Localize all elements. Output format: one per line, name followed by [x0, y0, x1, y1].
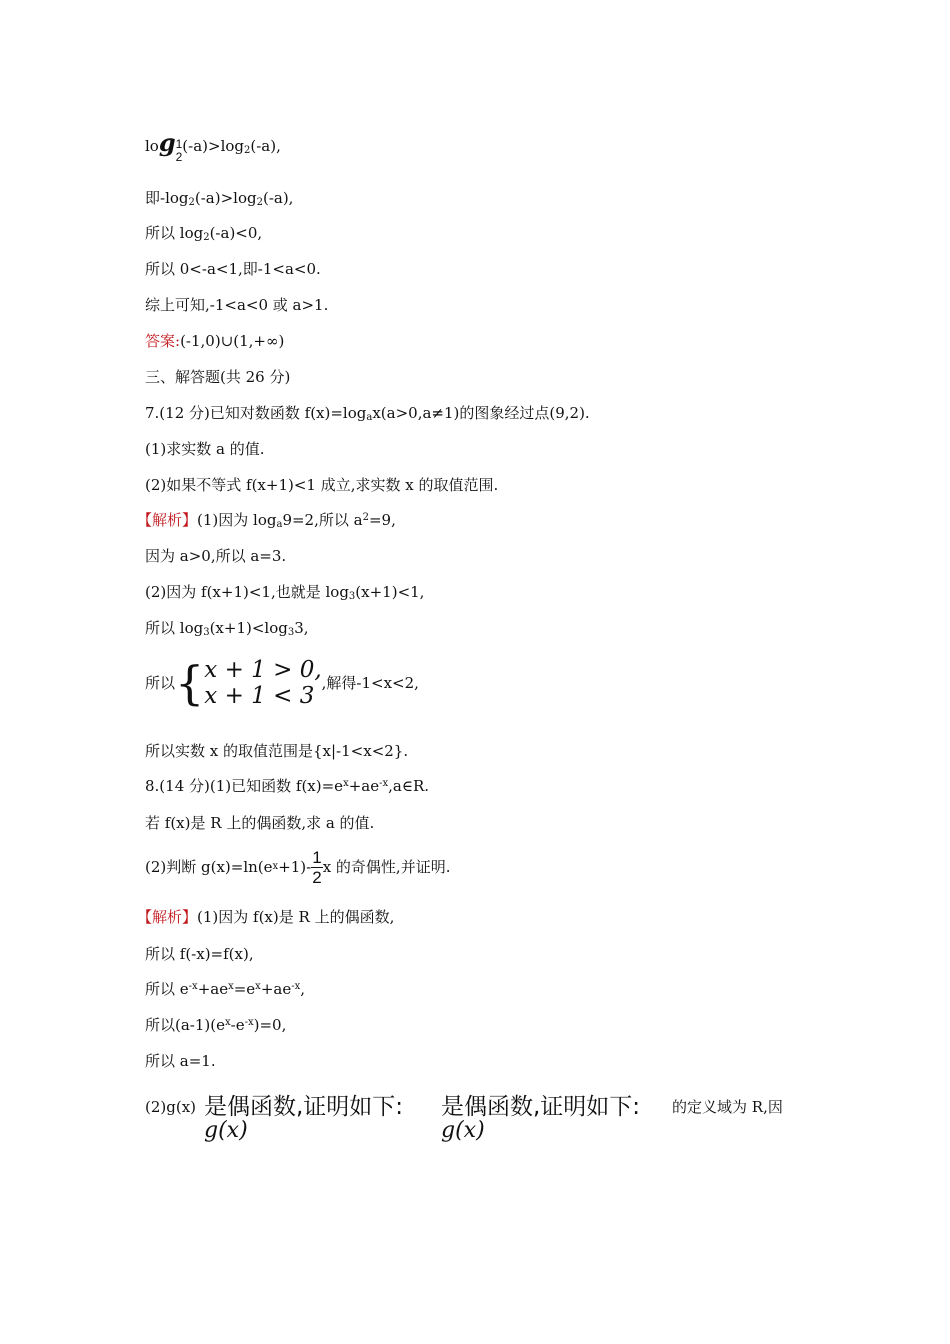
text: 所以 log [145, 224, 204, 242]
text: (x+1)<log [209, 619, 288, 637]
superscript: -x [291, 981, 301, 992]
subscript: 2 [256, 197, 263, 208]
text: 9=2,所以 a [282, 511, 363, 529]
text: x(a>0,a≠1)的图象经过点(9,2). [372, 404, 590, 422]
problem-7-part-1: (1)求实数 a 的值. [145, 440, 265, 458]
subscript: a [276, 519, 283, 530]
solution-7-line-1 [137, 510, 396, 530]
text: (-a)>log [194, 189, 257, 207]
solution-7-line-2: 因为 a>0,所以 a=3. [145, 547, 287, 565]
superscript: 2 [362, 512, 369, 523]
text: (-a)<0, [209, 224, 263, 242]
large-text: 是偶函数,证明如下: [204, 1094, 404, 1120]
text: 的定义域为 R,因 [672, 1098, 783, 1116]
text: , [300, 980, 306, 998]
solution-7-conclusion: 所以实数 x 的取值范围是{x|-1<x<2}. [145, 742, 409, 760]
solution-7-line-4 [145, 618, 309, 638]
solution-8-line-5: 所以 a=1. [145, 1052, 216, 1070]
text: -e [230, 1016, 245, 1034]
numerator: 1 [175, 137, 183, 151]
problem-7 [145, 403, 590, 423]
answer-value: (-1,0)∪(1,+∞) [180, 332, 285, 350]
inequality-system [204, 657, 321, 709]
subscript: 3 [348, 591, 356, 602]
text: 所以 log [145, 619, 204, 637]
solution-tag: 【解析】 [137, 511, 198, 529]
text: ,解得-1<x<2, [321, 674, 419, 692]
text: +ae [197, 980, 229, 998]
inequality-row: x + 1 < 3 [204, 683, 315, 709]
text: =9, [368, 511, 396, 529]
text: 3, [294, 619, 309, 637]
numerator: 1 [312, 847, 322, 867]
solution-8-line-1 [137, 907, 394, 927]
problem-8-part-1: 若 f(x)是 R 上的偶函数,求 a 的值. [145, 814, 375, 832]
text: =e [233, 980, 256, 998]
solution-tag: 【解析】 [137, 908, 198, 926]
solution-7-line-3 [145, 582, 424, 602]
problem-8 [145, 776, 429, 796]
denominator: 2 [312, 867, 322, 887]
overflow-block-1 [204, 1094, 403, 1141]
text: lo [145, 137, 159, 155]
text: (-a)>log [182, 137, 245, 155]
text: (x+1)<1, [355, 583, 425, 601]
fraction [311, 848, 322, 887]
subscript: 2 [244, 145, 251, 156]
answer-line [145, 331, 284, 351]
text: (-a), [262, 189, 294, 207]
text: ,a∈R. [388, 777, 430, 795]
math-g: g [158, 128, 176, 157]
line-5: 综上可知,-1<a<0 或 a>1. [145, 296, 329, 314]
text: 8.(14 分)(1)已知函数 f(x)=e [145, 777, 344, 795]
subscript: 3 [287, 627, 295, 638]
superscript: x [343, 778, 349, 789]
solution-8-line-4 [145, 1015, 286, 1035]
subscript: 2 [188, 197, 195, 208]
problem-8-part-2: (2)判断 g(x)=ln(e x +1)- $\frac{1}{2}$ x 的奇偶性,并证明. [145, 847, 451, 887]
superscript: -x [379, 778, 389, 789]
text: x 的奇偶性,并证明. [322, 858, 451, 876]
text: 所以(a-1)(e [145, 1016, 225, 1034]
superscript: x [225, 1017, 231, 1028]
line-1 [145, 128, 281, 164]
subscript: 3 [203, 627, 210, 638]
answer-label: 答案: [145, 332, 181, 350]
text: 7.(12 分)已知对数函数 f(x)=log [145, 404, 367, 422]
superscript: -x [188, 981, 198, 992]
subscript: 2 [203, 232, 210, 243]
superscript: x [255, 981, 261, 992]
text: (-a), [250, 137, 281, 155]
text: (2)因为 f(x+1)<1,也就是 log [145, 583, 349, 601]
denominator: 2 [175, 150, 183, 164]
brace: { [175, 656, 205, 710]
math-gx: g(x) [441, 1118, 485, 1143]
inequality-row: x + 1 > 0, [204, 657, 322, 683]
large-text: 是偶函数,证明如下: [441, 1094, 641, 1120]
line-2 [145, 188, 293, 208]
subscript: a [366, 412, 373, 423]
text: +1)- [278, 858, 312, 876]
overflow-block-2 [441, 1094, 640, 1141]
text: (1)因为 f(x)是 R 上的偶函数, [197, 908, 395, 926]
text: 所以 [145, 674, 176, 692]
inequality-system-line [145, 655, 419, 711]
text: +ae [348, 777, 380, 795]
text: +ae [260, 980, 292, 998]
line-3 [145, 223, 262, 243]
section-heading: 三、解答题(共 26 分) [145, 368, 291, 386]
solution-8-line-2: 所以 f(-x)=f(x), [145, 945, 254, 963]
math-gx: g(x) [204, 1118, 248, 1143]
text: (1)因为 log [197, 511, 277, 529]
text: (2)g(x) [145, 1098, 197, 1116]
line-4: 所以 0<-a<1,即-1<a<0. [145, 260, 321, 278]
solution-8-line-3 [145, 979, 305, 999]
text: (2)判断 g(x)=ln(e [145, 858, 273, 876]
text: 所以 e [145, 980, 189, 998]
superscript: x [228, 981, 234, 992]
text: 即-log [145, 189, 189, 207]
problem-7-part-2: (2)如果不等式 f(x+1)<1 成立,求实数 x 的取值范围. [145, 476, 499, 494]
superscript: -x [244, 1017, 254, 1028]
text: )=0, [253, 1016, 287, 1034]
